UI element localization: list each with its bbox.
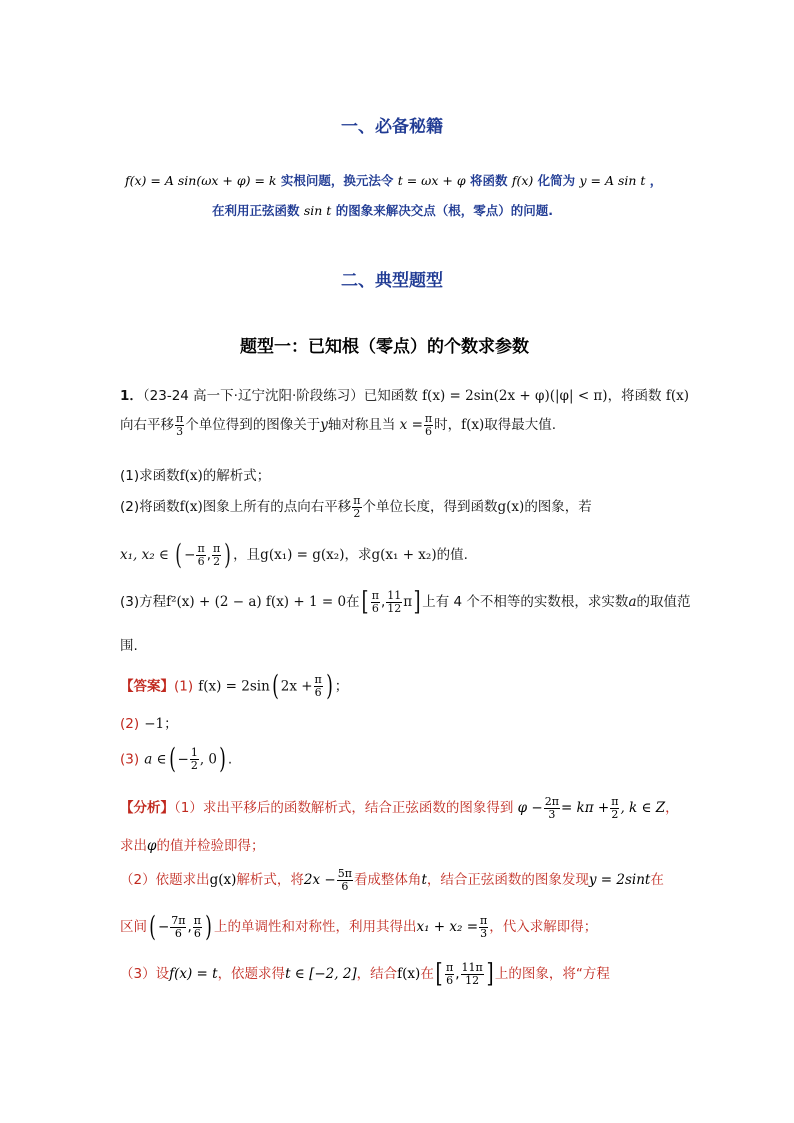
q2-l2-text-c: ，求: [344, 547, 372, 563]
problem-line-1: [120, 384, 689, 404]
q2-gx: g(x): [497, 499, 525, 516]
q2-text-b: 图象上所有的点向右平移: [202, 499, 352, 516]
analysis-1-eq-c: , k ∈ Z: [620, 800, 666, 817]
analysis-1-end: ，: [665, 800, 679, 817]
formula-simplified: y = A sin t: [579, 173, 646, 188]
secret-line-2: [212, 201, 553, 219]
secret-text-b: 将函数: [469, 173, 508, 188]
q3-text-a: (3)方程: [120, 594, 167, 610]
analysis-2-l2-frac-2: $\frac{\pi}{6}$: [193, 913, 202, 940]
frac-q3-b: $\frac{11}{12}$: [387, 588, 402, 615]
answer-2: [120, 712, 178, 732]
analysis-1-eq-a: φ −: [517, 800, 543, 817]
analysis-label: 【分析】: [120, 800, 174, 817]
answer-3-num: (3): [120, 751, 140, 768]
answer-label: 【答案】: [120, 678, 174, 695]
analysis-2-l2-a: 区间: [120, 919, 147, 935]
q3-text-c: 上有 4 个不相等的实数根，求实数: [422, 594, 629, 610]
analysis-3-b: ，依题求得: [217, 966, 286, 982]
answer-3-rest: , 0: [199, 751, 217, 768]
secret-text-d: ，: [649, 173, 663, 188]
q2-l2-text-d: 的值.: [436, 547, 468, 563]
analysis-2-frac: $\frac{5\pi}{6}$: [337, 867, 352, 893]
analysis-3-a: （3）设: [120, 966, 170, 982]
secret-text-e: 在利用正弦函数: [212, 203, 300, 218]
q1-text-b: 的解析式；: [202, 468, 271, 484]
analysis-2-expr: 2x −: [303, 872, 336, 889]
q2-text-a: (2)将函数: [120, 499, 180, 516]
type1-title: 题型一：已知根（零点）的个数求参数: [240, 337, 529, 357]
question-2-line-2: x₁, x₂ ∈ ( − $\frac{\pi}{6}$ , $\frac{\pi}{2}$ ) ，且g(x₁) = g(x₂)，求g(x₁ + x₂)的值.: [120, 538, 468, 571]
analysis-3-range: t ∈ [−2, 2]: [285, 966, 357, 982]
answer-2-end: ；: [164, 716, 178, 732]
answer-1-num: (1): [174, 678, 194, 695]
q2-l2-eq: g(x₁) = g(x₂): [260, 547, 345, 563]
frac-q3-a: $\frac{\pi}{6}$: [371, 588, 379, 615]
question-3-line-2: 围.: [120, 638, 138, 654]
problem-number: 1．: [120, 388, 143, 404]
analysis-3-e: 上的图象，将“方程: [494, 966, 610, 982]
answer-2-num: (2): [120, 716, 140, 732]
problem-x-eq: x =: [399, 417, 423, 434]
problem-y: y: [320, 417, 328, 434]
secret-text-a: 实根问题，换元法令: [280, 173, 394, 188]
analysis-1-frac-2: $\frac{\pi}{2}$: [611, 795, 619, 821]
problem-text-a: ，将函数: [607, 388, 662, 404]
q1-fx: f(x): [179, 468, 203, 484]
answer-1-inner: 2x +: [280, 678, 313, 695]
problem-line2-e: 取得最大值.: [484, 417, 557, 434]
analysis-3-frac-1: $\frac{\pi}{6}$: [445, 960, 454, 987]
answer-3-frac: $\frac{1}{2}$: [190, 745, 198, 772]
analysis-1-l2-a: 求出: [120, 838, 147, 854]
analysis-2-l2-frac-3: $\frac{\pi}{3}$: [480, 913, 488, 940]
problem-line2-b: 个单位得到的图像关于: [185, 417, 321, 434]
question-1: [120, 464, 270, 484]
analysis-2-b: 解析式，将: [236, 872, 304, 889]
analysis-2-e: 在: [650, 872, 664, 889]
problem-line2-fx: f(x): [461, 417, 485, 434]
question-3-line-1: (3)方程f²(x) + (2 − a) f(x) + 1 = 0在[ $\frac{\pi}{6}$ , $\frac{11}{12}$ π] 上有 4 个不相等的实数根，求实数a的取值范: [120, 587, 691, 617]
frac-pi-2b: $\frac{\pi}{2}$: [213, 541, 221, 568]
answer-3-end: .: [227, 751, 233, 768]
q2-text-d: 的图象，若: [524, 499, 592, 516]
q3-eq: f²(x) + (2 − a) f(x) + 1 = 0: [166, 594, 347, 610]
frac-neg-pi-6: $\frac{\pi}{6}$: [197, 541, 205, 568]
question-2-line-1: [120, 495, 592, 519]
q3-pi: π: [403, 594, 413, 610]
q3-a: a: [628, 594, 637, 610]
q2-fx: f(x): [179, 499, 203, 516]
analysis-3-fx: f(x): [397, 966, 421, 982]
frac-pi-3: $\frac{\pi}{3}$: [176, 412, 184, 438]
problem-line-2: [120, 413, 556, 437]
analysis-2-d: ，结合正弦函数的图象发现: [426, 872, 589, 889]
answer-3-var: a ∈: [144, 751, 167, 768]
analysis-2-t: t: [421, 872, 427, 889]
section-title-typical: 二、典型题型: [341, 271, 443, 291]
formula-sint: sin t: [303, 203, 332, 218]
problem-line2-c: 轴对称且当: [327, 417, 396, 434]
problem-fx: f(x): [665, 388, 690, 404]
frac-pi-6: $\frac{\pi}{6}$: [424, 412, 433, 438]
problem-line2-a: 向右平移: [120, 417, 174, 434]
formula-main: f(x) = A sin(ωx + φ) = k: [125, 173, 277, 188]
analysis-3-ft: f(x) = t: [169, 966, 218, 982]
analysis-3-line-1: （3）设f(x) = t，依题求得t ∈ [−2, 2]，结合f(x)在[ $\frac{\pi}{6}$ , $\frac{11\pi}{12}$ ] 上的图象，将“方程: [120, 959, 610, 989]
q2-vars: x₁, x₂ ∈: [120, 547, 169, 563]
q3-text-b: 在: [346, 594, 360, 610]
problem-func: f(x) = 2sin(2x + φ)(|φ| < π): [422, 388, 608, 404]
problem-line2-d: 时，: [434, 417, 462, 434]
analysis-3-frac-2: $\frac{11\pi}{12}$: [461, 960, 483, 987]
q3-text-d: 的取值范: [636, 594, 691, 610]
analysis-2-gx: g(x): [209, 872, 237, 889]
formula-fx: f(x): [511, 173, 534, 188]
analysis-2-l2-frac-1: $\frac{7\pi}{6}$: [171, 913, 186, 940]
q1-text: (1)求函数: [120, 468, 180, 484]
frac-pi-2: $\frac{\pi}{2}$: [353, 494, 361, 520]
answer-1: 【答案】(1) f(x) = 2sin( 2x + $\frac{\pi}{6}$ ) ；: [120, 669, 349, 702]
analysis-2-l2-b: 上的单调性和对称性，利用其得出: [213, 919, 417, 935]
analysis-2-line-2: 区间( − $\frac{7\pi}{6}$ , $\frac{\pi}{6}$ ) 上的单调性和对称性，利用其得出x₁ + x₂ = $\frac{\pi}{3}$ ，代入求解即得；: [120, 910, 598, 943]
secret-line-1: [125, 171, 662, 189]
formula-substitution: t = ωx + φ: [397, 173, 466, 188]
analysis-1-line-2: [120, 834, 264, 854]
q2-l2-sum: g(x₁ + x₂): [371, 547, 437, 563]
answer-3: (3) a ∈( − $\frac{1}{2}$ , 0) .: [120, 742, 233, 775]
secret-text-c: 化简为: [537, 173, 576, 188]
analysis-2-l2-sum: x₁ + x₂ =: [416, 919, 479, 935]
analysis-1-frac-1: $\frac{2\pi}{3}$: [544, 795, 559, 821]
q2-l2-text-b: ，且: [233, 547, 261, 563]
analysis-1-phi: φ: [147, 838, 157, 854]
answer-1-lhs: f(x) = 2sin: [198, 678, 270, 695]
analysis-2-c: 看成整体角: [353, 872, 422, 889]
analysis-1-text: （1）求出平移后的函数解析式，结合正弦函数的图象得到: [174, 800, 514, 817]
analysis-1-line-1: [120, 796, 679, 820]
analysis-3-c: ，结合: [356, 966, 398, 982]
analysis-2-a: （2）依题求出: [120, 872, 210, 889]
analysis-2-y: y = 2sint: [588, 872, 651, 889]
answer-1-frac: $\frac{\pi}{6}$: [314, 672, 322, 699]
q2-text-c: 个单位长度，得到函数: [362, 499, 498, 516]
analysis-3-d: 在: [420, 966, 434, 982]
answer-1-end: ；: [334, 678, 349, 695]
secret-text-f: 的图象来解决交点（根，零点）的问题.: [335, 203, 553, 218]
analysis-2-line-1: [120, 868, 664, 892]
analysis-1-l2-b: 的值并检验即得；: [156, 838, 265, 854]
analysis-2-l2-c: ，代入求解即得；: [489, 919, 598, 935]
problem-source: （23-24 高一下·辽宁沈阳·阶段练习）已知函数: [142, 388, 418, 404]
analysis-1-eq-b: = kπ +: [560, 800, 610, 817]
answer-2-val: −1: [144, 716, 165, 732]
section-title-secret: 一、必备秘籍: [341, 117, 443, 137]
